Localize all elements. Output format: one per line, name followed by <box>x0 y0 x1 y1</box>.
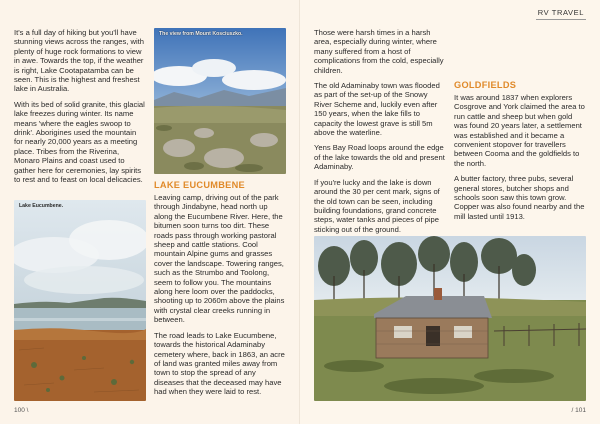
left-col2-paragraph: The road leads to Lake Eucumbene, towards the historical Adaminaby cemetery where, back in 1863, an acre of land was granted miles away from town to stop the spread of any diseases that the deceased may have had when they were laid to rest. <box>154 330 285 397</box>
left-column-1 <box>14 28 146 191</box>
photo-mount-kosciuszko-view <box>154 28 286 174</box>
section-tag: RV TRAVEL <box>536 8 586 20</box>
farmhouse-landscape-image <box>314 236 586 401</box>
photo-caption: The view from Mount Kosciuszko. <box>159 31 243 37</box>
photo-old-farmhouse <box>314 236 586 401</box>
right-col1-paragraph: Those were harsh times in a harsh area, especially during winter, where many suffered from a host of complications from the cold, especially children. <box>314 28 444 75</box>
left-column-2 <box>154 180 286 403</box>
right-col2-paragraph: A butter factory, three pubs, several general stores, butcher shops and schools soon saw this town grow. Copper was also found nearby and the mill lasted until 1913. <box>454 174 585 221</box>
page-number-right: / 101 <box>571 407 586 414</box>
right-col1-paragraph: The old Adaminaby town was flooded as part of the set-up of the Snowy River Scheme and, luckily even after 150 years, when the lake fills to capacity the lowest grave is still 5m above the waterline. <box>314 81 440 138</box>
right-column-1 <box>314 28 446 240</box>
section-heading-goldfields: GOLDFIELDS <box>454 80 517 90</box>
section-heading-lake-eucumbene: LAKE EUCUMBENE <box>154 180 245 190</box>
left-col2-paragraph: Leaving camp, driving out of the park through Jindabyne, head north up along the Eucumbene River. Here, the bitumen soon turns too dirt. These roads pass through working pastoral sheep and cattle stations. Cool mountain Alpine gums and grasses cover the landscape. Towering ranges, such as the Strumbo and Toolong, seem to follow you. The mountains along here loom over the paddocks, shooting up to 2060m above the plains with crystal clear creeks running in between. <box>154 193 285 325</box>
photo-lake-eucumbene <box>14 200 146 401</box>
left-col1-paragraph: With its bed of solid granite, this glacial lake freezes during winter. Its name means 'where the eagles swoop to drink'. Aborigines used the mountain for nearly 20,000 years as a meeting place. Tribes from the Riverina, Monaro Plains and coast used to gather here for ceremonies, lay spirits to rest and to feast on local delicacies. <box>14 99 145 185</box>
right-column-2 <box>454 80 586 227</box>
right-page <box>300 0 600 424</box>
lake-landscape-image <box>14 200 146 401</box>
right-col2-paragraph: It was around 1837 when explorers Cosgrove and York claimed the area to run cattle and sheep but when gold was found 20 years later, a settlement was established and it became a convenient stopover for travellers between Cooma and the goldfields to the north. <box>454 93 585 168</box>
right-col1-paragraph: If you're lucky and the lake is down around the 30 per cent mark, signs of the old town can be seen, including building foundations, grand concrete steps, water tanks and pieces of pipe sticking out of the ground. <box>314 177 440 234</box>
left-col1-paragraph: It's a full day of hiking but you'll have stunning views across the ranges, with plenty of huge rock formations to view in awe. Towards the top, if the weather is right, Lake Cootapatamba can be seen. This is the highest and freshest lake in Australia. <box>14 28 145 94</box>
photo-caption: Lake Eucumbene. <box>19 203 64 209</box>
page-number-left: 100 \ <box>14 407 29 414</box>
mountain-view-image <box>154 28 286 174</box>
right-col1-paragraph: Yens Bay Road loops around the edge of the lake towards the old and present Adaminaby. <box>314 143 445 172</box>
